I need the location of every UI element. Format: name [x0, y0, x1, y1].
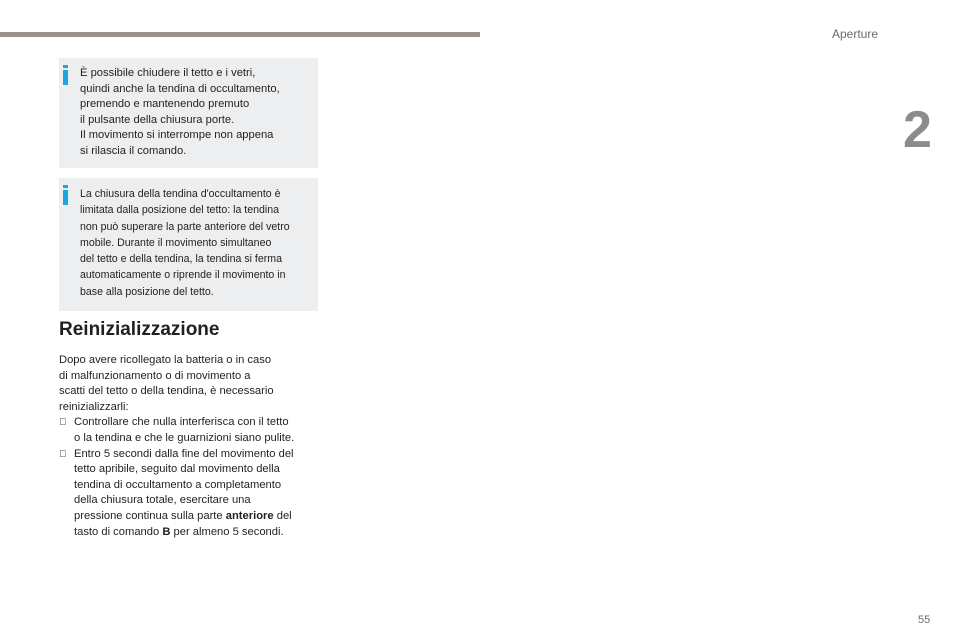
- text-run: pressione continua sulla parte: [74, 509, 226, 522]
- bullet-line: tetto apribile, seguito dal movimento della: [74, 463, 280, 476]
- intro-line: di malfunzionamento o di movimento a: [59, 369, 251, 382]
- bullet-line: [74, 525, 324, 541]
- bold-text-run: anteriore: [225, 509, 274, 522]
- bullet-line: Entro 5 secondi dalla fine del movimento del: [74, 447, 294, 460]
- text-line: La chiusura della tendina d'occultamento è: [80, 188, 281, 200]
- chapter-number: 2: [903, 101, 932, 159]
- intro-line: reinizializzarli:: [59, 400, 129, 413]
- text-line: Il movimento si interrompe non appena: [80, 129, 274, 141]
- section-heading: Reinizializzazione: [59, 319, 220, 340]
- section-body: [59, 353, 324, 540]
- header-rule: [0, 32, 480, 37]
- text-run: del: [273, 509, 292, 522]
- bullet-line: o la tendina e che le guarnizioni siano pulite.: [74, 431, 295, 444]
- text-line: base alla posizione del tetto.: [80, 285, 214, 298]
- section-title: Aperture: [832, 27, 879, 41]
- info-box-1: [59, 58, 318, 168]
- intro-line: scatti del tetto o della tendina, è necessario: [59, 385, 274, 398]
- info-box-2: [59, 178, 318, 311]
- checkbox-bullet-icon: [59, 447, 67, 463]
- text-line: premendo e mantenendo premuto: [80, 98, 250, 110]
- info-icon: [63, 190, 68, 205]
- bold-text-run: B: [162, 525, 171, 538]
- text-line: non può superare la parte anteriore del vetro: [80, 220, 290, 233]
- text-line: limitata dalla posizione del tetto: la tendina: [80, 204, 280, 217]
- text-run: per almeno 5 secondi.: [170, 525, 284, 538]
- info-box-text: [80, 66, 310, 159]
- bullet-line: della chiusura totale, esercitare una: [74, 494, 251, 507]
- checkbox-bullet-icon: [59, 415, 67, 431]
- text-line: quindi anche la tendina di occultamento,: [80, 82, 280, 95]
- text-line: il pulsante della chiusura porte.: [80, 113, 235, 126]
- bullet-line: Controllare che nulla interferisca con il tetto: [74, 416, 289, 429]
- intro-line: Dopo avere ricollegato la batteria o in caso: [59, 354, 272, 366]
- text-line: si rilascia il comando.: [80, 144, 187, 157]
- bullet-item-1: [59, 415, 324, 446]
- bullet-item-2: [59, 447, 324, 541]
- text-line: mobile. Durante il movimento simultaneo: [80, 236, 272, 249]
- text-line: È possibile chiudere il tetto e i vetri,: [80, 67, 256, 79]
- text-line: del tetto e della tendina, la tendina si ferma: [80, 253, 283, 266]
- info-box-text: [80, 186, 310, 300]
- bullet-line: tendina di occultamento a completamento: [74, 478, 282, 491]
- page-number: 55: [918, 614, 931, 626]
- text-run: tasto di comando: [74, 525, 163, 538]
- text-line: automaticamente o riprende il movimento in: [80, 269, 286, 282]
- info-icon: [63, 70, 68, 85]
- bullet-line: [74, 509, 324, 525]
